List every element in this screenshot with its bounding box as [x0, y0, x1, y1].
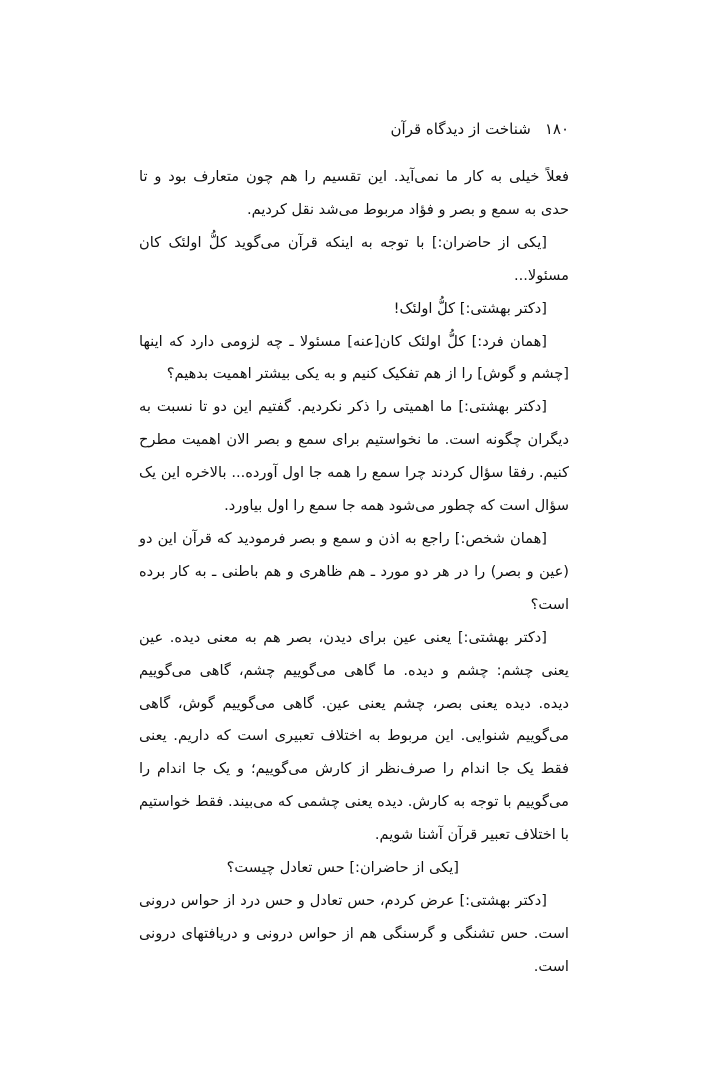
running-title: شناخت از دیدگاه قرآن — [390, 120, 531, 138]
page-header — [391, 120, 569, 138]
paragraph: [دکتر بهشتی:] کلُّ اولئک! — [393, 299, 547, 317]
paragraph: [یکی از حاضران:] حس تعادل چیست؟ — [226, 859, 459, 877]
paragraph: [همان فرد:] کلُّ اولئک کان[عنه] مسئولا ـ چه لزومی دارد که اینها [چشم و گوش] را از هم تفکیک کنیم و به یکی بیشتر اهمیت بدهیم؟ — [139, 332, 569, 383]
paragraph: [دکتر بهشتی:] یعنی عین برای دیدن، بصر هم به معنی دیده. عین یعنی چشم: چشم و دیده. ما گاهی می‌گوییم چشم، گاهی می‌گوییم دیده. دیده یعنی بصر، چشم یعنی عین. گاهی می‌گوییم گوش، گاهی می‌گوییم شنوایی. این مربوط به اختلاف تعبیری است که داریم. یعنی فقط یک جا اندام را صرف‌نظر از کارش می‌گوییم؛ و یک جا اندام را می‌گوییم با توجه به کارش. دیده یعنی چشمی که می‌بیند. فقط خواستیم با اختلاف تعبیر قرآن آشنا شویم. — [139, 628, 569, 844]
page-number: ۱۸۰ — [544, 120, 569, 138]
paragraph: [همان شخص:] راجع به اذن و سمع و بصر فرمودید که قرآن این دو (عین و بصر) را در هر دو مورد ـ هم ظاهری و هم باطنی ـ به کار برده است؟ — [139, 529, 569, 613]
paragraph: [دکتر بهشتی:] عرض کردم، حس تعادل و حس درد از حواس درونی است. حس تشنگی و گرسنگی هم از حواس درونی و دریافتهای درونی است. — [139, 891, 569, 975]
paragraph: فعلاً خیلی به کار ما نمی‌آید. این تقسیم را هم چون متعارف بود و تا حدی به سمع و بصر و فؤاد مربوط می‌شد نقل کردیم. — [139, 168, 569, 218]
paragraph: [دکتر بهشتی:] ما اهمیتی را ذکر نکردیم. گفتیم این دو تا نسبت به دیگران چگونه است. ما نخواستیم برای سمع و بصر الان اهمیت مطرح کنیم. رفقا سؤال کردند چرا سمع را همه جا اول آورده... بالاخره این یک سؤال است که چطور می‌شود همه جا سمع را اول بیاورد. — [139, 398, 569, 515]
paragraph: [یکی از حاضران:] با توجه به اینکه قرآن می‌گوید کلُّ اولئک کان مسئولا... — [139, 233, 569, 284]
body-text — [139, 161, 569, 984]
